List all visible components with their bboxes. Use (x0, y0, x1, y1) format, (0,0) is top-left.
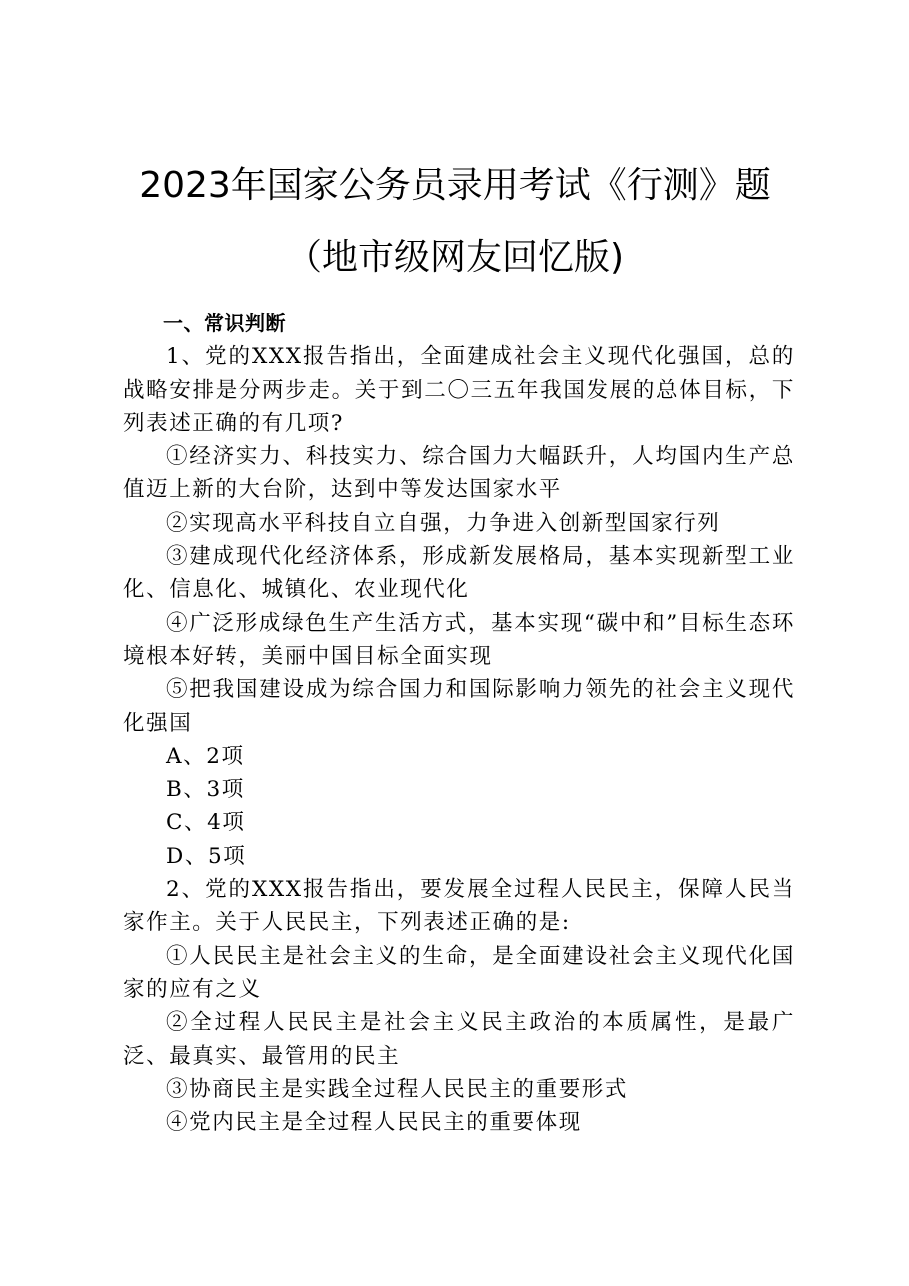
question-2-stem: 2、党的XXX报告指出，要发展全过程人民民主，保障人民当家作主。关于人民民主，下列表述正确的是: (123, 877, 795, 936)
question-1-statement-3: ③建成现代化经济体系，形成新发展格局，基本实现新型工业化、信息化、城镇化、农业现代化 (123, 544, 795, 603)
question-2-statement-1: ①人民民主是社会主义的生命，是全面建设社会主义现代化国家的应有之义 (123, 943, 795, 1002)
question-1-statement-5: ⑤把我国建设成为综合国力和国际影响力领先的社会主义现代化强国 (123, 677, 795, 736)
question-1-stem: 1、党的XXX报告指出，全面建成社会主义现代化强国，总的战略安排是分两步走。关于到二〇三五年我国发展的总体目标，下列表述正确的有几项? (123, 344, 795, 436)
question-1-statement-1: ①经济实力、科技实力、综合国力大幅跃升，人均国内生产总值迈上新的大台阶，达到中等发达国家水平 (123, 444, 795, 503)
question-2-statement-3: ③协商民主是实践全过程人民民主的重要形式 (166, 1076, 629, 1102)
question-1-statement-4: ④广泛形成绿色生产生活方式，基本实现“碳中和”目标生态环境根本好转，美丽中国目标全面实现 (123, 610, 795, 669)
question-1-option-c: C、4项 (166, 810, 246, 836)
section-heading: 一、常识判断 (163, 311, 286, 335)
question-1-option-d: D、5项 (166, 843, 247, 869)
document-title: 2023年国家公务员录用考试《行测》题（地市级网友回忆版) (139, 165, 771, 278)
question-2-statement-2: ②全过程人民民主是社会主义民主政治的本质属性，是最广泛、最真实、最管用的民主 (123, 1010, 795, 1069)
document-body (123, 307, 795, 1139)
question-1-option-b: B、3项 (166, 777, 245, 803)
question-2-statement-4: ④党内民主是全过程人民民主的重要体现 (166, 1110, 582, 1136)
question-1-option-a: A、2项 (166, 743, 245, 769)
question-1-statement-2: ②实现高水平科技自立自强，力争进入创新型国家行列 (166, 510, 721, 536)
